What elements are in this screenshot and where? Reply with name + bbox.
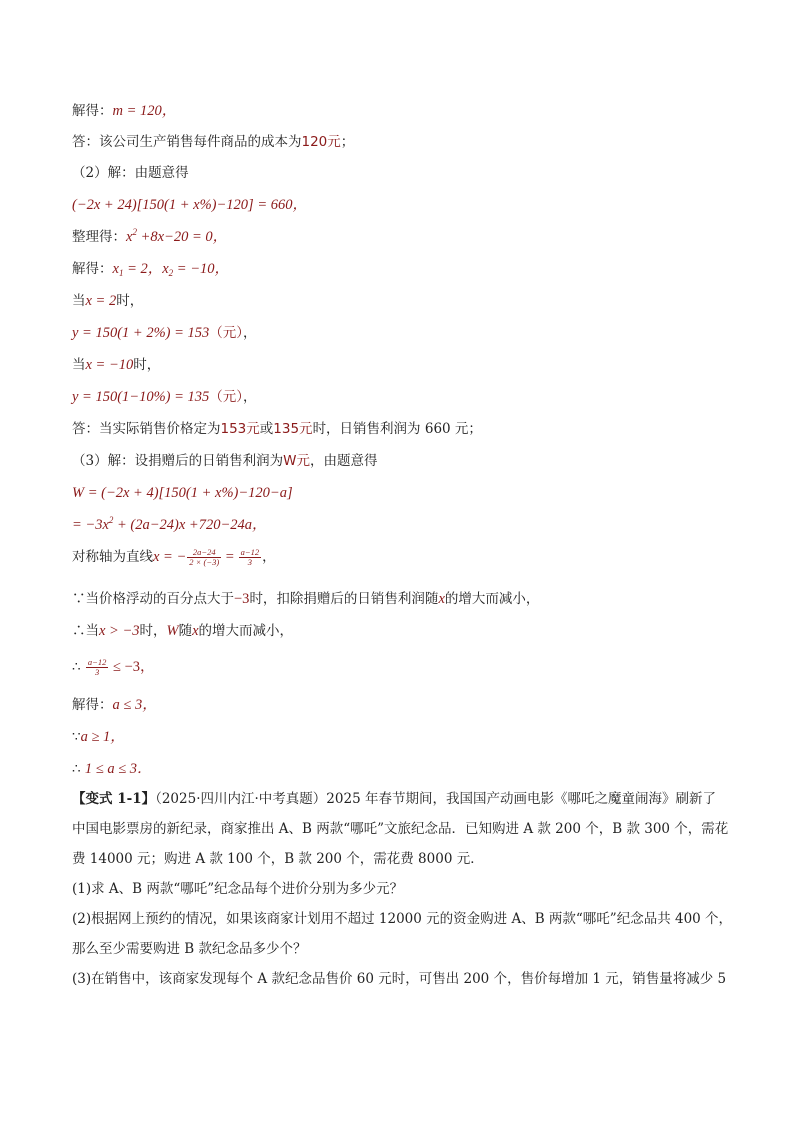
variant-question-2a: (2)根据网上预约的情况，如果该商家计划用不超过 12000 元的资金购进 A、B 两款“哪吒”纪念品共 400 个， <box>72 911 733 927</box>
solution-line-17: ∴当x > −3时，W随x的增大而减小， <box>72 623 294 639</box>
solution-line-14: = $-3x^2 + (2a-24)x +720-24a$， <box>72 515 267 533</box>
solution-line-11: 答：当实际销售价格定为153元或135元时，日销售利润为 660 元； <box>72 421 482 437</box>
fraction-1: $\frac{2a-24}{2 \times (-3)}$ <box>189 547 220 567</box>
solution-line-21: ∴ 1 ≤ a ≤ 3． <box>72 761 152 777</box>
variant-intro-line-3: 费 14000 元；购进 A 款 100 个，B 款 200 个，需花费 8000 元． <box>72 851 484 867</box>
fraction-3: $\frac{a-12}{3}$ <box>87 657 107 677</box>
solution-line-4: (−2x + 24)[150(1 + x%)−120] = 660， <box>72 197 307 213</box>
solution-line-18: ∴ $\frac{a-12}{3}$ ≤ −3， <box>72 657 155 677</box>
variant-question-1: (1)求 A、B 两款“哪吒”纪念品每个进价分别为多少元？ <box>72 881 404 897</box>
solution-line-6: 解得：$x_1 = 2$，$x_2 = -10$， <box>72 261 229 278</box>
solution-line-20: ∵a ≥ 1， <box>72 729 125 745</box>
solution-line-7: 当x = 2时， <box>72 293 144 309</box>
solution-line-10: y = 150(1−10%) = 135（元）， <box>72 389 257 405</box>
solution-line-3: （2）解：由题意得 <box>72 165 189 181</box>
solution-line-1: 解得：m = 120， <box>72 103 177 119</box>
variant-tag: 【变式 1-1】 <box>72 791 156 807</box>
variant-intro-line-2: 中国电影票房的新纪录，商家推出 A、B 两款“哪吒”文旅纪念品．已知购进 A 款 200 个，B 款 300 个，需花 <box>72 821 729 837</box>
solution-line-9: 当x = −10时， <box>72 357 161 373</box>
variant-question-3: (3)在销售中，该商家发现每个 A 款纪念品售价 60 元时，可售出 200 个，售价每增加 1 元，销售量将减少 5 <box>72 971 727 987</box>
variant-intro-line-1: 【变式 1-1】（2025·四川内江·中考真题）2025 年春节期间，我国国产动画电影《哪吒之魔童闹海》刷新了 <box>72 791 716 807</box>
solution-line-16: ∵当价格浮动的百分点大于−3时，扣除捐赠后的日销售利润随x的增大而减小， <box>72 591 540 607</box>
solution-line-2: 答：该公司生产销售每件商品的成本为120元； <box>72 134 355 150</box>
variant-question-2b: 那么至少需要购进 B 款纪念品多少个？ <box>72 941 307 957</box>
solution-line-8: y = 150(1 + 2%) = 153（元）， <box>72 325 257 341</box>
fraction-2: $\frac{a-12}{3}$ <box>240 547 260 567</box>
solution-line-5: 整理得：$x^2 +8x-20 = 0$， <box>72 227 228 245</box>
variant-source: （2025·四川内江·中考真题） <box>155 791 327 807</box>
solution-line-19: 解得：a ≤ 3， <box>72 697 157 713</box>
variant-problem <box>72 784 733 994</box>
solution-line-13: W = (−2x + 4)[150(1 + x%)−120−a] <box>72 485 293 501</box>
solution-line-15: 对称轴为直线x = − $\frac{2a-24}{2 \times (-3)}$ = $\frac{a-12}{3}$ ， <box>72 547 276 567</box>
solution-line-12: （3）解：设捐赠后的日销售利润为W元，由题意得 <box>72 453 378 469</box>
